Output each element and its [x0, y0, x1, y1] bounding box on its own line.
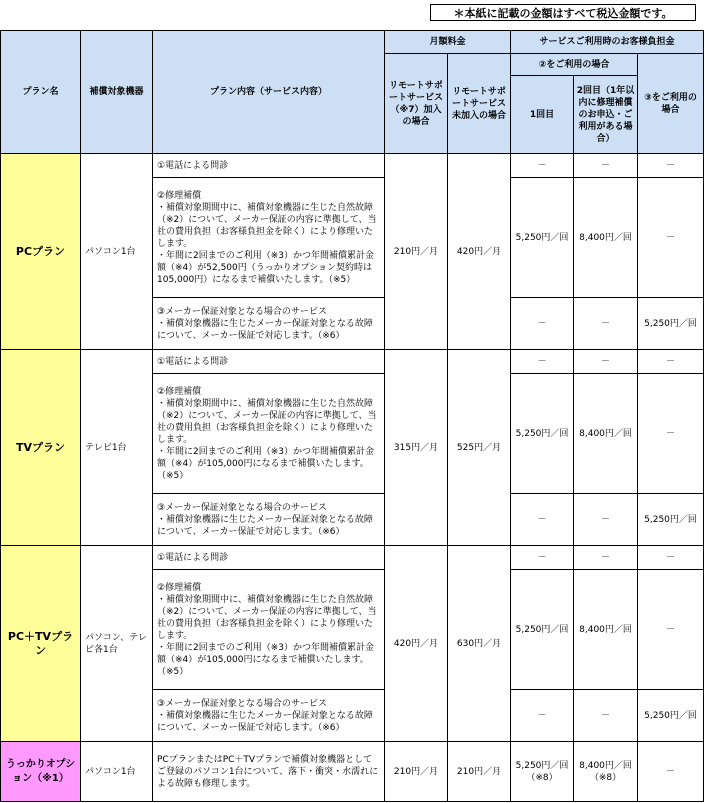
burden-first-pctv: 5,250円／回 [511, 570, 574, 690]
header-device: 補償対象機器 [81, 31, 153, 154]
plan-name-tv: TVプラン [1, 350, 81, 546]
maker-body: ・補償対象機器に生じたメーカー保証対象となる故障について、メーカー保証で対応します。（※6） [157, 514, 373, 537]
header-remote-not-joined: リモートサポートサービス未加入の場合 [448, 54, 511, 154]
fee-joined-pctv: 420円／月 [385, 546, 448, 742]
burden-case3-pctv: 5,250円／回 [638, 690, 704, 742]
dash: － [574, 546, 638, 570]
maker-title: ③メーカー保証対象となる場合のサービス [157, 306, 327, 317]
burden-second-pc: 8,400円／回 [574, 178, 638, 298]
header-customer-burden: サービスご利用時のお客様負担金 [511, 31, 704, 54]
plan-device-pctv: パソコン、テレビ各1台 [81, 546, 153, 742]
service-maker [153, 494, 385, 546]
maker-title: ③メーカー保証対象となる場合のサービス [157, 502, 327, 513]
repair-title: ②修理補償 [157, 582, 202, 593]
maker-body: ・補償対象機器に生じたメーカー保証対象となる故障について、メーカー保証で対応します。（※6） [157, 710, 373, 733]
header-case2: ②をご利用の場合 [511, 54, 638, 76]
plan-name-pc: PCプラン [1, 154, 81, 350]
dash: － [511, 154, 574, 178]
burden-second-option: 8,400円／回（※8） [574, 742, 638, 802]
plan-device-pc: パソコン1台 [81, 154, 153, 350]
plan-device-tv: テレビ1台 [81, 350, 153, 546]
plan-table [0, 30, 704, 802]
repair-title: ②修理補償 [157, 190, 202, 201]
service-repair [153, 374, 385, 494]
repair-body-2: ・年間に2回までのご利用（※3）かつ年間補償累計金額（※4）が52,500円（うっかりオプション契約時は105,000円）になるまで補償いたします。（※5） [157, 250, 374, 285]
burden-case3-tv: 5,250円／回 [638, 494, 704, 546]
header-case3: ③をご利用の場合 [638, 54, 704, 154]
service-maker [153, 690, 385, 742]
dash: － [638, 570, 704, 690]
burden-case3-option: － [638, 742, 704, 802]
fee-joined-pc: 210円／月 [385, 154, 448, 350]
dash: － [638, 546, 704, 570]
repair-title: ②修理補償 [157, 386, 202, 397]
tax-note: ＊本紙に記載の金額はすべて税込金額です。 [430, 4, 696, 21]
maker-body: ・補償対象機器に生じたメーカー保証対象となる故障について、メーカー保証で対応します。（※6） [157, 318, 373, 341]
header-first: 1回目 [511, 76, 574, 154]
service-phone: ①電話による問診 [153, 350, 385, 374]
burden-first-pc: 5,250円／回 [511, 178, 574, 298]
fee-joined-option: 210円／月 [385, 742, 448, 802]
repair-body-2: ・年間に2回までのご利用（※3）かつ年間補償累計金額（※4）が105,000円になるまで補償いたします。（※5） [157, 446, 374, 481]
service-repair [153, 570, 385, 690]
burden-first-option: 5,250円／回（※8） [511, 742, 574, 802]
dash: － [638, 350, 704, 374]
header-content: プラン内容（サービス内容） [153, 31, 385, 154]
fee-not-joined-tv: 525円／月 [448, 350, 511, 546]
fee-joined-tv: 315円／月 [385, 350, 448, 546]
repair-body-1: ・補償対象期間中に、補償対象機器に生じた自然故障（※2）について、メーカー保証の内容に準拠して、当社の費用負担（お客様負担金を除く）により修理いたします。 [157, 594, 377, 641]
header-second: 2回目（1年以内に修理補償のお申込・ご利用がある場合） [574, 76, 638, 154]
service-phone: ①電話による問診 [153, 546, 385, 570]
burden-first-tv: 5,250円／回 [511, 374, 574, 494]
repair-body-1: ・補償対象期間中に、補償対象機器に生じた自然故障（※2）について、メーカー保証の内容に準拠して、当社の費用負担（お客様負担金を除く）により修理いたします。 [157, 398, 377, 445]
service-maker [153, 298, 385, 350]
fee-not-joined-option: 210円／月 [448, 742, 511, 802]
plan-name-pctv: PC＋TVプラン [1, 546, 81, 742]
fee-not-joined-pc: 420円／月 [448, 154, 511, 350]
service-phone: ①電話による問診 [153, 154, 385, 178]
dash: － [574, 350, 638, 374]
header-remote-joined: リモートサポートサービス（※7）加入の場合 [385, 54, 448, 154]
dash: － [638, 178, 704, 298]
dash: － [511, 690, 574, 742]
repair-body-2: ・年間に2回までのご利用（※3）かつ年間補償累計金額（※4）が105,000円になるまで補償いたします。（※5） [157, 642, 374, 677]
plan-name-option: うっかりオプション（※1） [1, 742, 81, 802]
plan-device-option: パソコン1台 [81, 742, 153, 802]
dash: － [511, 350, 574, 374]
dash: － [638, 374, 704, 494]
dash: － [574, 690, 638, 742]
service-repair [153, 178, 385, 298]
header-monthly-fee: 月額料金 [385, 31, 511, 54]
dash: － [511, 494, 574, 546]
fee-not-joined-pctv: 630円／月 [448, 546, 511, 742]
burden-second-tv: 8,400円／回 [574, 374, 638, 494]
burden-case3-pc: 5,250円／回 [638, 298, 704, 350]
header-plan-name: プラン名 [1, 31, 81, 154]
maker-title: ③メーカー保証対象となる場合のサービス [157, 698, 327, 709]
option-content: PCプランまたはPC＋TVプランで補償対象機器としてご登録のパソコン1台について、落下・衝突・水濡れによる故障も修理します。 [153, 742, 385, 802]
repair-body-1: ・補償対象期間中に、補償対象機器に生じた自然故障（※2）について、メーカー保証の内容に準拠して、当社の費用負担（お客様負担金を除く）により修理いたします。 [157, 202, 377, 249]
dash: － [511, 546, 574, 570]
dash: － [511, 298, 574, 350]
dash: － [574, 494, 638, 546]
dash: － [638, 154, 704, 178]
burden-second-pctv: 8,400円／回 [574, 570, 638, 690]
dash: － [574, 154, 638, 178]
dash: － [574, 298, 638, 350]
